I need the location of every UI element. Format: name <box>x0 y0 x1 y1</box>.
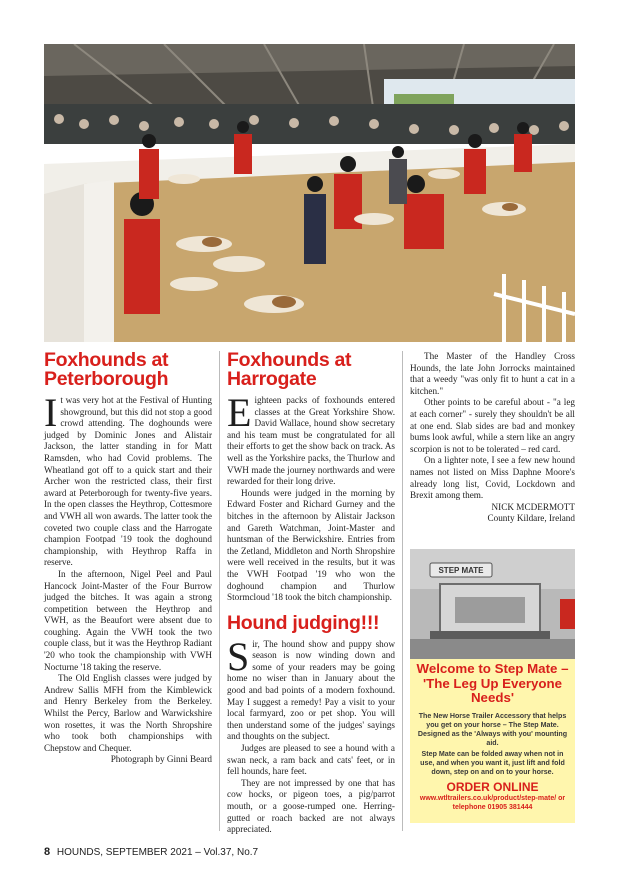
article-paragraph: Other points to be careful about - "a leg at each corner" - surely they shouldn't be all at one end. Slab sides are bad and monkey bums look awful, while a stern like an angry scorpion is not to be tolerated – red card. <box>410 397 575 454</box>
article-paragraph: They are not impressed by one that has cow hocks, or pigeon toes, a pig/parrot mouth, or a goose-rumped one. Herring-gutted or roach backed are not always appreciated. <box>227 777 395 835</box>
article-paragraph: The Old English classes were judged by Andrew Sallis MFH from the Kimblewick and Henry Berkeley from the Berkeley. Whilst the Percy, Barlow and Warwickshire won rosettes, it was the North Shropshire who took both championships with Chepstow and Chequer. <box>44 673 212 753</box>
drop-cap: I <box>44 390 58 435</box>
article-paragraph: Hounds were judged in the morning by Edward Foster and Richard Gurney and the bitches in the afternoon by Alistair Jackson and Gareth Watchman, Joint-Master and huntsman of the Berwickshire. Entries from the Zetland, Middleton and North Shropshire were well received in the results, but it was the VWH Footpad '19 who won the doghound champion and Thurlow Stormcloud '18 took the bitch championship. <box>227 487 395 603</box>
article-paragraph: t was very hot at the Festival of Hunting showground, but this did not stop a good crowd attending. The doghounds were judged by Dominic Jones and Alistair Jackson, the latter standing in for Matt Ramsden, who had Covid problems. The Wheatland got off to a quick start and their Archer won the restricted class, their first award at Peterborough for twenty-five years. In the open classes the Heythrop, Cottesmore and VWH all won awards. The latter took the coveted two couple class and the Harrogate champion Footpad '19 took the doghound championship, with Heythrop Raffa in reserve. <box>44 395 212 568</box>
issue-line: HOUNDS, SEPTEMBER 2021 – Vol.37, No.7 <box>56 847 259 858</box>
advert-text: Step Mate can be folded away when not in use, and when you want it, just lift and fold down, step on and on to your horse. <box>420 750 565 776</box>
letter-title: Hound judging!!! <box>227 611 380 634</box>
step-mate-advert[interactable] <box>410 549 575 823</box>
advert-text: The New Horse Trailer Accessory that helps you get on your horse – The Step Mate. Designed as the 'Always with you' mounting aid. <box>417 712 568 747</box>
article-title: Foxhounds at Peterborough <box>44 349 169 390</box>
article-harrogate <box>227 351 395 836</box>
article-paragraph: ir, The hound show and puppy show season is now winding down and some of your readers may be going home no wiser than in January about the good and bad points of a modern foxhound. May I suggest a remedy! Pay a visit to your local farmyard, zoo or pet shop. You will then understand some of the judges' sayings and thoughts on the subject. <box>227 638 395 742</box>
column-divider <box>219 351 220 831</box>
order-online-link[interactable]: ORDER ONLINE <box>446 780 539 794</box>
author-name: NICK MCDERMOTT <box>491 501 575 512</box>
show-ring-photo <box>44 44 575 342</box>
article-paragraph: The Master of the Handley Cross Hounds, the late John Jorrocks maintained that a weedy "was only fit to hunt a cat in a kitchen." <box>410 351 575 396</box>
article-paragraph: ighteen packs of foxhounds entered classes at the Great Yorkshire Show. David Wallace, hound show secretary and his team must be congratulated for all their efforts to get the show back on track. As well as the Yorkshire packs, the Thurlow and VWH made the journey northwards and were rewarded for their long drive. <box>227 395 395 487</box>
author-location: County Kildare, Ireland <box>487 513 575 524</box>
article-paragraph: On a lighter note, I see a few new hound names not listed on Miss Daphne Moore's already long list, Covid, Lockdown and Brexit among them. <box>410 455 575 501</box>
article-peterborough <box>44 351 212 766</box>
article-paragraph: In the afternoon, Nigel Peel and Paul Hancock Joint-Master of the Four Burrow judged the bitches. It was again a strong competition between the Heythrop and VWH, as the Beaufort were absent due to coughing. Again the VWH took the two couple class, but it was the Heythrop Radiant '20 who took the championship with VWH Nocturne '18 taking the reserve. <box>44 568 212 672</box>
drop-cap: E <box>227 390 252 435</box>
step-mate-product-image <box>410 549 575 659</box>
drop-cap: S <box>227 633 250 679</box>
photo-credit: Photograph by Ginni Beard <box>110 754 212 765</box>
step-mate-label: STEP MATE <box>438 566 484 575</box>
page-footer <box>44 846 258 858</box>
advert-website-link[interactable]: www.wtltrailers.co.uk/product/step-mate/ or telephone 01905 381444 <box>419 795 566 811</box>
column-divider <box>402 351 403 831</box>
letter-continued <box>410 351 575 525</box>
article-paragraph: Judges are pleased to see a hound with a swan neck, a ram back and cats' feet, or in fell hounds, hare feet. <box>227 743 395 777</box>
article-title: Foxhounds at Harrogate <box>227 349 352 390</box>
page-number: 8 <box>44 846 51 858</box>
advert-title: Welcome to Step Mate – 'The Leg Up Everyone Needs' <box>416 661 569 705</box>
